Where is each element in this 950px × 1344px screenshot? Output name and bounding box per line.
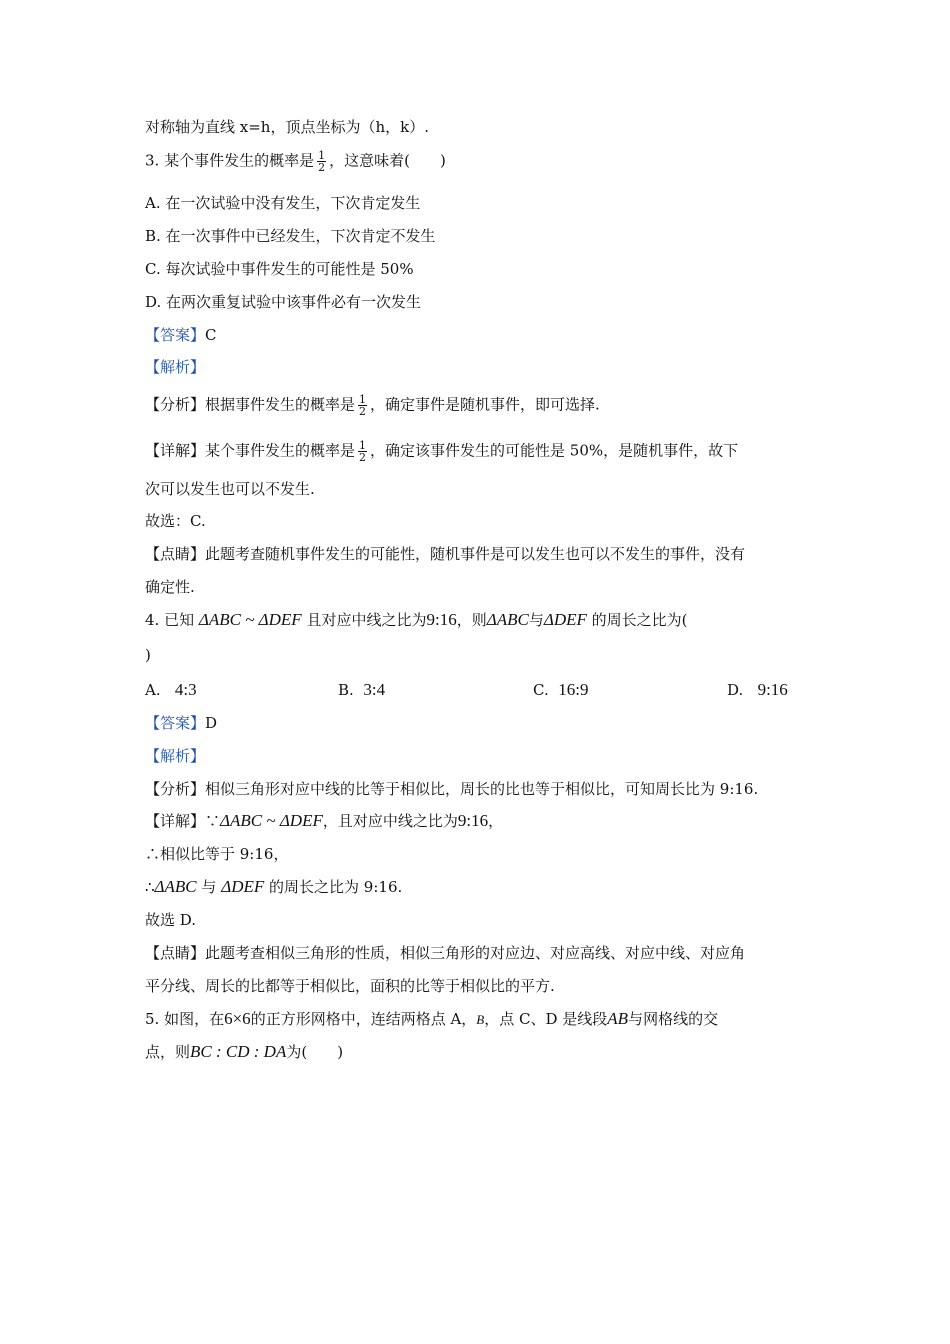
xiangjie-3: 【详解】某个事件发生的概率是 $\frac{1}{2}$ ，确定该事件发生的可能性是 50%，是随机事件，故下 [145,439,739,464]
fenxi-4: 【分析】相似三角形对应中线的比等于相似比，周长的比也等于相似比，可知周长比为 9:16. [145,780,759,798]
analysis-tag-4: 【解析】 [145,747,206,765]
math-expression: 6×6 [224,1009,251,1028]
answer-tag: 【答案】 [145,714,206,732]
text-line: ) [145,646,151,664]
text-line: 故选 D. [145,911,197,929]
fenxi-tag: 【分析】 [145,780,206,798]
xiangjie-tag: 【详解】 [145,812,206,830]
math-expression: 9:16 [457,811,489,830]
text-line: 点，则BC : CD : DA为( ) [145,1042,344,1061]
answer-4 [145,713,217,733]
answer-value: D [205,714,218,732]
xiangjie-4: 【详解】∵ΔABC ~ ΔDEF，且对应中线之比为9:16， [145,811,504,830]
text-line: ∴ΔABC 与 ΔDEF 的周长之比为 9:16. [145,877,403,896]
math-expression: 9:16 [426,610,457,629]
text-line: 平分线、周长的比都等于相似比，面积的比等于相似比的平方. [145,977,555,995]
fenxi-3: 【分析】根据事件发生的概率是 $\frac{1}{2}$ ，确定事件是随机事件，即可选择. [145,393,600,418]
xiangjie-tag: 【详解】 [145,441,206,460]
text-line: 对称轴为直线 x=h，顶点坐标为（h，k）. [145,118,429,136]
q4-option-c: C. 16:9 [533,680,589,699]
analysis-tag-3: 【解析】 [145,358,206,376]
math-expression: ΔABC ~ ΔDEF [220,811,323,830]
text-line: ∴相似比等于 9:16， [145,845,289,863]
math-expression: BC : CD : DA [190,1042,287,1061]
math-expression: ΔABC [486,610,529,629]
q3-option-a: A. 在一次试验中没有发生，下次肯定发生 [145,194,421,212]
q3-stem-end: ，这意味着( ) [329,151,446,170]
math-expression: ΔDEF [221,877,265,896]
q3-option-c: C. 每次试验中事件发生的可能性是 50% [145,260,414,278]
q3-option-d: D. 在两次重复试验中该事件必有一次发生 [145,293,422,311]
fraction-half: $\frac{1}{2}$ [359,393,367,418]
q3-option-b: B. 在一次事件中已经发生，下次肯定不发生 [145,227,436,245]
answer-3 [145,325,217,345]
q4-option-a: A. 4:3 [145,680,197,699]
fraction-half: $\frac{1}{2}$ [359,439,367,464]
math-expression: AB [607,1009,629,1028]
text-line: 次可以发生也可以不发生. [145,480,315,498]
text-line: 故选：C. [145,512,206,530]
dianjing-4: 【点睛】此题考查相似三角形的性质，相似三角形的对应边、对应高线、对应中线、对应角 [145,944,746,962]
math-expression: ΔDEF [543,610,587,629]
question-3 [145,150,446,173]
answer-tag: 【答案】 [145,326,206,344]
text-line: 确定性. [145,578,195,596]
question-4: 4. 已知 ΔABC ~ ΔDEF 且对应中线之比为9:16，则ΔABC与ΔDEF 的周长之比为( [145,610,688,629]
math-expression: ΔABC [154,877,197,896]
fraction-half: $\frac{1}{2}$ [318,149,326,174]
q3-stem: 3. 某个事件发生的概率是 [145,151,315,170]
dianjing-tag: 【点睛】 [145,944,206,962]
dianjing-tag: 【点睛】 [145,545,206,563]
fenxi-tag: 【分析】 [145,395,206,414]
dianjing-3: 【点睛】此题考查随机事件发生的可能性，随机事件是可以发生也可以不发生的事件，没有 [145,545,746,563]
q4-option-b: B. 3:4 [338,680,386,699]
math-expression: B [476,1012,485,1027]
answer-value: C [205,326,217,344]
question-5: 5. 如图，在6×6的正方形网格中，连结两格点 A，B，点 C、D 是线段AB与网格线的交 [145,1009,719,1028]
q4-option-d: D. 9:16 [727,680,788,699]
math-expression: ΔABC ~ ΔDEF [198,610,302,629]
